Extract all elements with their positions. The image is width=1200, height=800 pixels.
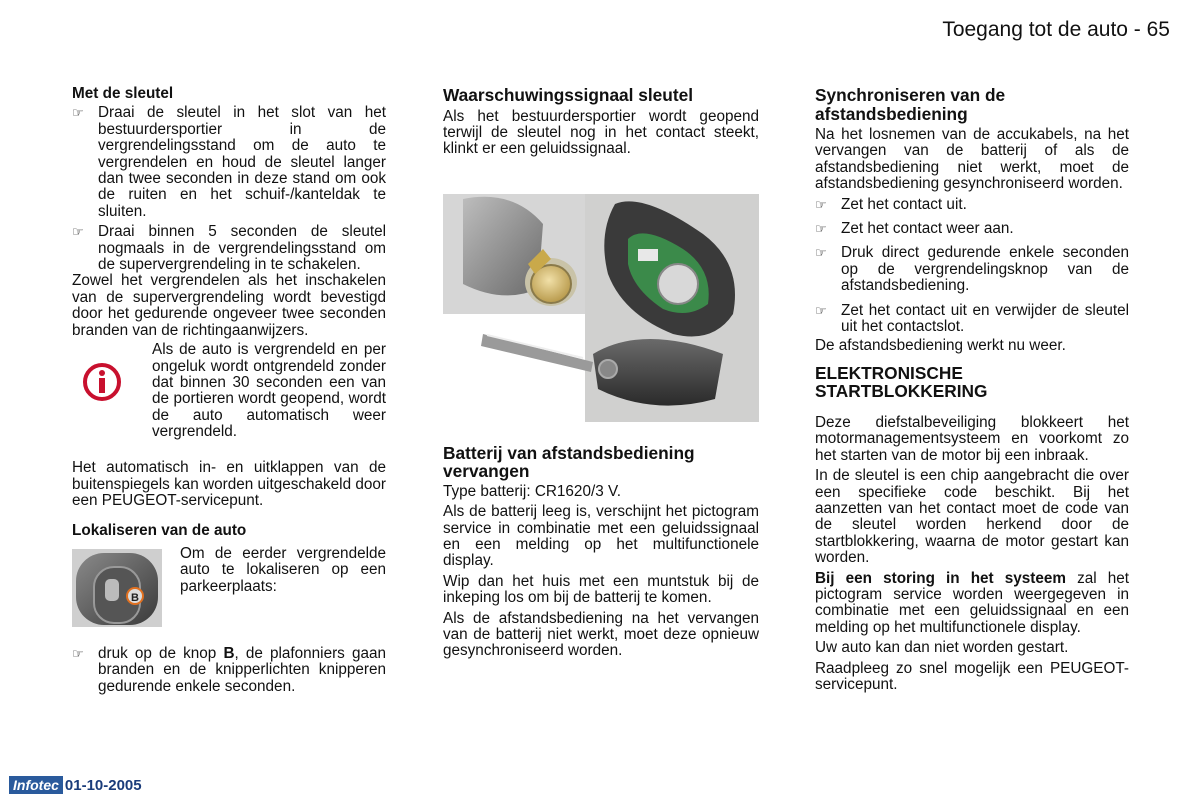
- bullet-text: Druk direct gedurende enkele seconden op de vergrendelingsknop van de afstandsbediening.: [841, 244, 1129, 295]
- bullet-text: Draai binnen 5 seconden de sleutel nogmaals in de vergrendelingsstand om de supervergrendeling in te schakelen.: [98, 223, 386, 274]
- bullet-text-bold: B: [223, 644, 235, 662]
- heading-synchroniseren: Synchroniseren van de afstandsbediening: [815, 85, 1006, 124]
- pointing-hand-icon: ☞: [72, 645, 84, 661]
- column-1: [72, 86, 386, 695]
- key-button-b-label: B: [131, 591, 139, 604]
- infotec-logo: Infotec: [9, 776, 63, 794]
- list-item: [72, 105, 386, 220]
- column-3: [815, 86, 1129, 693]
- list-item: [815, 221, 1129, 237]
- bullet-text: Zet het contact uit.: [841, 195, 967, 213]
- paragraph: Deze diefstalbeveiliging blokkeert het motormanagementsysteem en voorkomt zo het starten van de motor bij een inbraak.: [815, 413, 1129, 464]
- bullet-text: Draai de sleutel in het slot van het bestuurdersportier in de vergrendelingsstand om de auto te vergrendelen en houd de sleutel langer dan twee seconden in deze stand om ook de ruiten en het schuif-/kanteldak te sluiten.: [98, 104, 386, 220]
- heading-waarschuwingssignaal: Waarschuwingssignaal sleutel: [443, 85, 694, 105]
- bullet-text-pre: druk op de knop: [98, 644, 224, 662]
- bullet-text: Zet het contact uit en verwijder de sleutel uit het contactslot.: [841, 301, 1129, 336]
- paragraph: Wip dan het huis met een muntstuk bij de inkeping los om bij de batterij te komen.: [443, 572, 759, 607]
- paragraph: In de sleutel is een chip aangebracht die over een specifieke code beschikt. Bij het aanzetten van het contact moet de code van de sleutel worden herkend door de startblokkering, waarna de motor gestart kan worden.: [815, 467, 1129, 567]
- list-item: [72, 646, 386, 695]
- heading-batterij-vervangen: Batterij van afstandsbediening vervangen: [443, 442, 695, 482]
- paragraph-rest: zal het pictogram service worden weergegeven in combinatie met een geluidssignaal en een melding op het multifunctionele display.: [815, 569, 1129, 636]
- paragraph: Als het bestuurdersportier wordt geopend terwijl de sleutel nog in het contact steekt, klinkt er een geluidssignaal.: [443, 107, 759, 158]
- paragraph-bold-lead: Bij een storing in het systeem: [815, 569, 1066, 587]
- pointing-hand-icon: ☞: [815, 245, 827, 261]
- bullet-text-post: , de plafonniers gaan branden en de knipperlichten knipperen gedurende enkele seconden.: [98, 644, 386, 695]
- page-header-title: Toegang tot de auto - 65: [942, 18, 1170, 41]
- pointing-hand-icon: ☞: [72, 105, 84, 121]
- footer-date: 01-10-2005: [64, 776, 142, 794]
- info-note-text: Als de auto is vergrendeld en per ongeluk wordt ontgrendeld zonder dat binnen 30 seconden een van de portieren wordt geopend, wordt de auto automatisch weer vergrendeld.: [152, 341, 386, 441]
- list-item: [815, 303, 1129, 336]
- heading-met-de-sleutel: Met de sleutel: [72, 85, 174, 102]
- locate-block: [72, 546, 386, 646]
- info-note: [72, 342, 386, 460]
- locate-text: Om de eerder vergrendelde auto te lokaliseren op een parkeerplaats:: [180, 544, 386, 595]
- key-battery-replacement-image: [443, 194, 759, 422]
- column-2: [443, 86, 759, 660]
- pointing-hand-icon: ☞: [815, 302, 827, 318]
- paragraph: Als de batterij leeg is, verschijnt het pictogram service in combinatie met een geluidssignaal en een melding op het multifunctionele display.: [443, 503, 759, 570]
- list-item: [815, 197, 1129, 213]
- key-fob-button-image: [72, 549, 162, 627]
- pointing-hand-icon: ☞: [72, 224, 84, 240]
- paragraph: Het automatisch in- en uitklappen van de buitenspiegels kan worden uitgeschakeld door een PEUGEOT-servicepunt.: [72, 459, 386, 509]
- pointing-hand-icon: ☞: [815, 196, 827, 212]
- footer: [9, 776, 142, 794]
- paragraph: Na het losnemen van de accukabels, na het vervangen van de batterij of als de afstandsbediening niet werkt, moet de afstandsbediening gesynchroniseerd worden.: [815, 126, 1129, 193]
- paragraph: [815, 571, 1129, 637]
- heading-startblokkering: ELEKTRONISCHE STARTBLOKKERING: [815, 362, 988, 402]
- paragraph: Uw auto kan dan niet worden gestart.: [815, 639, 1069, 657]
- bullet-text: Zet het contact weer aan.: [841, 220, 1014, 238]
- paragraph: Zowel het vergrendelen als het inschakelen van de supervergrendeling wordt bevestigd door het gedurende ongeveer twee seconden branden van de richtingaanwijzers.: [72, 272, 386, 339]
- paragraph: De afstandsbediening werkt nu weer.: [815, 337, 1066, 355]
- list-item: [815, 245, 1129, 294]
- paragraph: Als de afstandsbediening na het vervangen van de batterij niet werkt, moet deze opnieuw gesynchroniseerd worden.: [443, 609, 759, 660]
- heading-lokaliseren: Lokaliseren van de auto: [72, 522, 247, 540]
- list-item: [72, 224, 386, 273]
- paragraph: Raadpleeg zo snel mogelijk een PEUGEOT-servicepunt.: [815, 659, 1129, 693]
- battery-type: Type batterij: CR1620/3 V.: [443, 482, 622, 500]
- pointing-hand-icon: ☞: [815, 221, 827, 237]
- info-icon: [82, 362, 122, 402]
